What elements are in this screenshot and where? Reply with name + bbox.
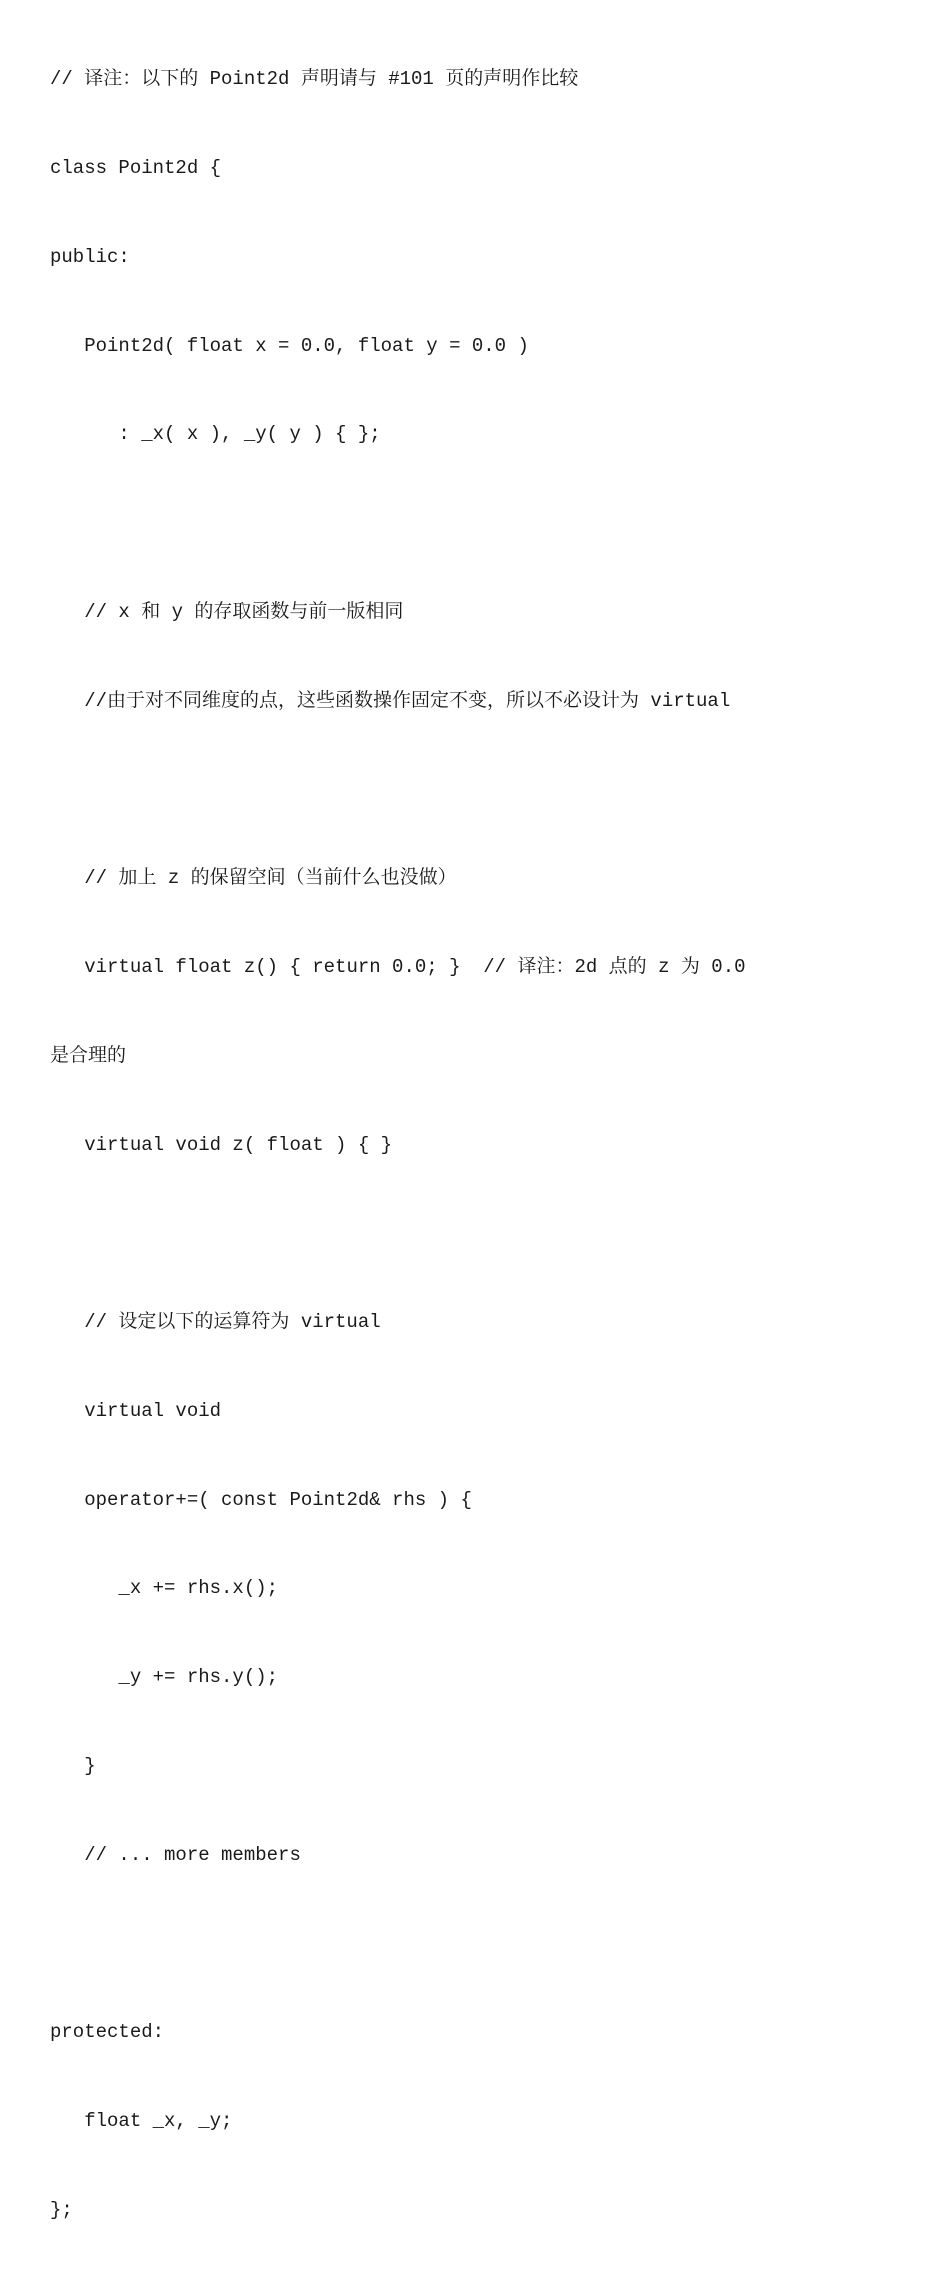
code-line: : _x( x ), _y( y ) { }; bbox=[50, 423, 381, 446]
code-line: // 加上 z 的保留空间（当前什么也没做） bbox=[50, 867, 457, 890]
code-line: _y += rhs.y(); bbox=[50, 1666, 279, 1689]
code-line: } bbox=[50, 1755, 96, 1778]
code-line: // 设定以下的运算符为 virtual bbox=[50, 1311, 381, 1334]
code-line: 是合理的 bbox=[50, 1044, 127, 1067]
code-line bbox=[50, 1930, 746, 1960]
code-listing bbox=[50, 6, 746, 2285]
code-line: protected: bbox=[50, 2021, 165, 2044]
code-line: _x += rhs.x(); bbox=[50, 1577, 279, 1600]
code-line: // 译注：以下的 Point2d 声明请与 #101 页的声明作比较 bbox=[50, 68, 579, 91]
code-line: virtual void z( float ) { } bbox=[50, 1133, 393, 1156]
code-line bbox=[50, 775, 746, 805]
code-line: //由于对不同维度的点，这些函数操作固定不变，所以不必设计为 virtual bbox=[50, 689, 731, 712]
code-line: public: bbox=[50, 245, 130, 268]
code-line: // ... more members bbox=[50, 1843, 301, 1866]
code-line: virtual float z() { return 0.0; } // 译注：2d 点的 z 为 0.0 bbox=[50, 956, 746, 978]
code-line: }; bbox=[50, 2198, 73, 2221]
code-line: class Point2d { bbox=[50, 156, 222, 179]
code-line: operator+=( const Point2d& rhs ) { bbox=[50, 1488, 472, 1511]
code-line bbox=[50, 1219, 746, 1249]
code-line: virtual void bbox=[50, 1399, 222, 1422]
code-line: // x 和 y 的存取函数与前一版相同 bbox=[50, 600, 404, 623]
code-line: Point2d( float x = 0.0, float y = 0.0 ) bbox=[50, 334, 529, 357]
code-line: float _x, _y; bbox=[50, 2110, 233, 2133]
code-line bbox=[50, 509, 746, 539]
